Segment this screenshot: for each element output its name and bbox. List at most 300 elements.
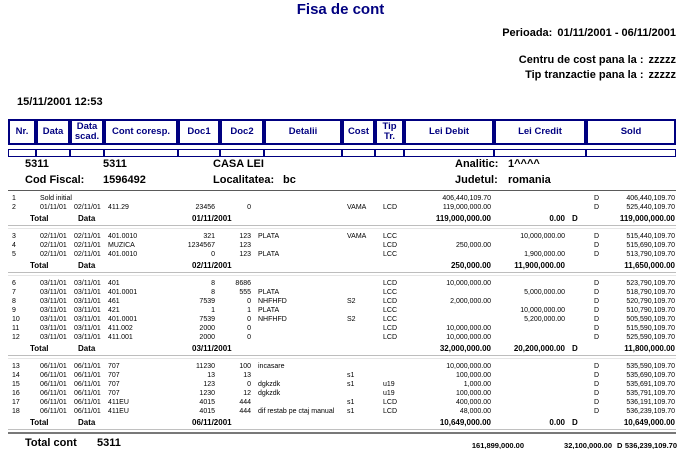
total-date-row [0, 342, 681, 354]
transaction-type-value: zzzzz [648, 69, 676, 81]
table-row [0, 380, 681, 389]
cell-doc2: 12 [243, 390, 251, 397]
table-row [0, 241, 681, 250]
cell-data: 03/11/01 [40, 307, 67, 314]
cell-credit: 1,900,000.00 [524, 251, 565, 258]
cell-data: 02/11/01 [40, 242, 67, 249]
table-row [0, 288, 681, 297]
cell-data: 03/11/01 [40, 316, 67, 323]
column-header-detalii: Detalii [264, 119, 342, 145]
cell-data: 02/11/01 [40, 251, 67, 258]
header-spacer-cell-doc2 [220, 149, 264, 157]
cell-flag: D [594, 251, 600, 258]
cell-doc2: 555 [239, 289, 251, 296]
column-header-nr: Nr. [8, 119, 36, 145]
grand-total-account: 5311 [97, 437, 121, 449]
cell-doc1: 23456 [195, 204, 215, 211]
cell-tip: LCD [383, 334, 398, 341]
transaction-type-label: Tip tranzactie pana la : [525, 69, 644, 81]
total-sold: 11,800,000.00 [624, 344, 675, 353]
cell-doc2: 0 [247, 334, 251, 341]
cell-debit: 100,000.00 [455, 372, 491, 379]
group-divider [8, 272, 676, 276]
table-row [0, 279, 681, 288]
header-spacer-cell-lei-debit [404, 149, 494, 157]
table-header-row [0, 119, 681, 145]
cell-tip: u19 [383, 390, 395, 397]
cell-tip: LCC [383, 233, 398, 240]
cell-scad: 03/11/01 [74, 289, 101, 296]
cell-data: 03/11/01 [40, 334, 67, 341]
total-credit-flag: D [572, 418, 578, 427]
cell-detalii: dif restab pe ctaj manual [258, 408, 335, 415]
cell-data: 06/11/01 [40, 399, 67, 406]
cell-debit: 48,000.00 [459, 408, 491, 415]
total-date: 01/11/2001 [192, 214, 232, 223]
cell-debit: 2,000,000.00 [450, 298, 491, 305]
cell-sold: 536,191,109.70 [626, 399, 675, 406]
cell-doc1: 7539 [199, 316, 215, 323]
cell-data: 06/11/01 [40, 372, 67, 379]
header-spacer-cell-detalii [264, 149, 342, 157]
cell-debit: 10,000,000.00 [446, 325, 491, 332]
cell-detalii: PLATA [258, 289, 280, 296]
column-header-data: Data [36, 119, 70, 145]
total-data-label: Data [78, 418, 96, 427]
cell-flag: D [594, 289, 600, 296]
table-row [0, 194, 681, 203]
cell-nr: 3 [12, 233, 16, 240]
cell-sold: 536,239,109.70 [626, 408, 675, 415]
table-row [0, 389, 681, 398]
cell-scad: 06/11/01 [74, 390, 101, 397]
cell-cont: 411EU [108, 408, 129, 415]
cell-tip: LCC [383, 316, 398, 323]
cell-debit: 406,440,109.70 [442, 195, 491, 202]
group-divider [8, 355, 676, 359]
cell-debit: 10,000,000.00 [446, 280, 491, 287]
cell-tip: LCD [383, 399, 398, 406]
cell-cont: 707 [108, 390, 120, 397]
total-debit: 32,000,000.00 [439, 344, 491, 353]
cell-tip: LCC [383, 307, 398, 314]
cell-sold: 525,440,109.70 [626, 204, 675, 211]
total-credit-flag: D [572, 344, 578, 353]
cell-cont: 401 [108, 280, 120, 287]
cell-flag: D [594, 363, 600, 370]
cell-scad: 03/11/01 [74, 298, 101, 305]
column-header-data-scad: Data scad. [70, 119, 104, 145]
cell-cont: 401.0001 [108, 289, 138, 296]
cell-credit: 5,200,000.00 [524, 316, 565, 323]
account-name: CASA LEI [213, 158, 264, 170]
cell-sold: 535,590,109.70 [626, 363, 675, 370]
cell-detalii: dgkzdk [258, 390, 281, 397]
cell-doc2: 0 [247, 298, 251, 305]
cell-tip: u19 [383, 381, 395, 388]
cell-nr: 18 [12, 408, 20, 415]
cell-flag: D [594, 242, 600, 249]
table-row [0, 232, 681, 241]
locality-value: bc [283, 174, 296, 186]
table-row [0, 398, 681, 407]
cell-doc2: 1 [247, 307, 251, 314]
header-spacer-cell-lei-credit [494, 149, 586, 157]
cell-sold: 515,440,109.70 [626, 233, 675, 240]
cell-doc2: 0 [247, 381, 251, 388]
total-date: 03/11/2001 [192, 344, 232, 353]
cell-sold: 535,791,109.70 [626, 390, 675, 397]
cell-scad: 03/11/01 [74, 325, 101, 332]
cell-flag: D [594, 195, 600, 202]
column-header-doc1: Doc1 [178, 119, 220, 145]
total-date-row [0, 212, 681, 224]
cell-cont: 707 [108, 363, 120, 370]
total-credit: 20,200,000.00 [513, 344, 565, 353]
cell-scad: 03/11/01 [74, 307, 101, 314]
cell-credit: 10,000,000.00 [520, 307, 565, 314]
cell-tip: LCD [383, 204, 398, 211]
cell-cost: S2 [347, 298, 356, 305]
analitic-label: Analitic: [455, 158, 499, 170]
cell-debit: 119,000,000.00 [442, 204, 491, 211]
cell-flag: D [594, 390, 600, 397]
column-header-cost: Cost [342, 119, 375, 145]
total-credit: 0.00 [549, 418, 565, 427]
cell-sold: 518,790,109.70 [626, 289, 675, 296]
table-header-spacer-row [0, 149, 681, 157]
cell-debit: 10,000,000.00 [446, 334, 491, 341]
cell-nr: 15 [12, 381, 20, 388]
cell-doc2: 0 [247, 325, 251, 332]
table-row [0, 407, 681, 416]
total-credit: 0.00 [549, 214, 565, 223]
cell-flag: D [594, 372, 600, 379]
cell-data: 03/11/01 [40, 280, 67, 287]
cell-cost: VAMA [347, 233, 367, 240]
cell-debit: 100,000.00 [455, 390, 491, 397]
cell-flag: D [594, 399, 600, 406]
fiscal-code-label: Cod Fiscal: [25, 174, 85, 186]
header-spacer-cell-doc1 [178, 149, 220, 157]
cell-doc1: 4015 [199, 408, 215, 415]
cell-cont: 401.0010 [108, 233, 138, 240]
analitic-value: 1^^^^ [508, 158, 540, 170]
account-code: 5311 [25, 158, 49, 170]
cell-scad: 02/11/01 [74, 242, 101, 249]
cell-detalii: NHFHFD [258, 316, 287, 323]
cell-cont: 401.0001 [108, 316, 138, 323]
total-label: Total [30, 344, 49, 353]
header-spacer-cell-sold [586, 149, 676, 157]
cell-data: Sold initial [40, 195, 72, 202]
cell-scad: 06/11/01 [74, 381, 101, 388]
cell-data: 01/11/01 [40, 204, 67, 211]
cell-data: 03/11/01 [40, 289, 67, 296]
cell-sold: 510,790,109.70 [626, 307, 675, 314]
total-date: 02/11/2001 [192, 261, 232, 270]
cell-doc2: 13 [243, 372, 251, 379]
cell-data: 06/11/01 [40, 408, 67, 415]
cell-doc1: 13 [207, 372, 215, 379]
total-data-label: Data [78, 261, 96, 270]
cell-cont: 707 [108, 372, 120, 379]
account-synthetic: 5311 [103, 158, 127, 170]
cell-sold: 505,590,109.70 [626, 316, 675, 323]
locality-label: Localitatea: [213, 174, 275, 186]
cell-doc2: 444 [239, 408, 251, 415]
table-row [0, 250, 681, 259]
cell-debit: 400,000.00 [455, 399, 491, 406]
cell-tip: LCD [383, 408, 398, 415]
column-header-cont-coresp: Cont coresp. [104, 119, 178, 145]
cell-cont: 411.001 [108, 334, 133, 341]
cell-debit: 10,000,000.00 [446, 363, 491, 370]
cell-scad: 02/11/01 [74, 233, 101, 240]
cell-nr: 12 [12, 334, 20, 341]
cell-detalii: PLATA [258, 233, 280, 240]
cell-cost: s1 [347, 408, 355, 415]
page-title: Fisa de cont [296, 1, 385, 18]
cell-doc1: 0 [211, 251, 215, 258]
cell-debit: 1,000.00 [463, 381, 491, 388]
column-header-doc2: Doc2 [220, 119, 264, 145]
cell-nr: 4 [12, 242, 16, 249]
cell-doc1: 11230 [196, 363, 215, 370]
cell-flag: D [594, 408, 600, 415]
cell-nr: 5 [12, 251, 16, 258]
cell-tip: LCD [383, 325, 398, 332]
cell-cost: VAMA [347, 204, 367, 211]
header-spacer-cell-data-scad [70, 149, 104, 157]
total-data-label: Data [78, 344, 96, 353]
cell-sold: 520,790,109.70 [626, 298, 675, 305]
cell-doc2: 0 [247, 204, 251, 211]
table-row [0, 315, 681, 324]
total-debit: 250,000.00 [450, 261, 491, 270]
table-row [0, 324, 681, 333]
cell-sold: 406,440,109.70 [626, 195, 675, 202]
group-divider [8, 225, 676, 229]
cell-cost: s1 [347, 399, 355, 406]
cell-sold: 525,590,109.70 [626, 334, 675, 341]
cell-sold: 535,691,109.70 [626, 381, 675, 388]
cell-doc1: 1 [211, 307, 215, 314]
cell-tip: LCD [383, 280, 398, 287]
cell-doc2: 123 [239, 242, 251, 249]
cell-detalii: NHFHFD [258, 298, 287, 305]
cell-doc2: 123 [239, 251, 251, 258]
cell-flag: D [594, 316, 600, 323]
cell-sold: 515,590,109.70 [626, 325, 675, 332]
cell-debit: 250,000.00 [455, 242, 491, 249]
cell-flag: D [594, 298, 600, 305]
cell-nr: 1 [12, 195, 16, 202]
cell-tip: LCC [383, 289, 398, 296]
cell-data: 03/11/01 [40, 298, 67, 305]
cell-data: 06/11/01 [40, 381, 67, 388]
cell-doc2: 0 [247, 316, 251, 323]
total-label: Total [30, 214, 49, 223]
column-header-sold: Sold [586, 119, 676, 145]
grand-total-credit: 32,100,000.00 [564, 441, 612, 449]
cell-tip: LCD [383, 242, 398, 249]
cell-scad: 06/11/01 [74, 363, 101, 370]
cell-doc1: 8 [211, 280, 215, 287]
total-date-row [0, 259, 681, 271]
table-row [0, 306, 681, 315]
grand-total-row [0, 436, 681, 449]
grand-total-sold: 536,239,109.70 [624, 441, 677, 449]
cell-cont: 707 [108, 381, 120, 388]
cell-cost: S2 [347, 316, 356, 323]
cell-data: 03/11/01 [40, 325, 67, 332]
cell-flag: D [594, 204, 600, 211]
cell-detalii: dgkzdk [258, 381, 281, 388]
period-value: 01/11/2001 - 06/11/2001 [557, 27, 676, 39]
cell-scad: 03/11/01 [74, 280, 101, 287]
cell-cont: 411EU [108, 399, 129, 406]
cell-nr: 13 [12, 363, 20, 370]
cell-doc1: 2000 [199, 334, 215, 341]
cell-doc1: 7539 [199, 298, 215, 305]
cell-doc2: 123 [239, 233, 251, 240]
cell-scad: 03/11/01 [74, 316, 101, 323]
cell-cont: MUZICA [108, 242, 135, 249]
cell-flag: D [594, 280, 600, 287]
cell-nr: 10 [12, 316, 20, 323]
total-credit: 11,900,000.00 [514, 261, 565, 270]
cell-nr: 11 [12, 325, 20, 332]
cell-cont: 461 [108, 298, 120, 305]
cell-nr: 2 [12, 204, 16, 211]
cell-tip: LCC [383, 251, 398, 258]
cost-center-filter [519, 54, 676, 66]
table-body [0, 194, 681, 449]
header-spacer-cell-nr [8, 149, 36, 157]
column-header-lei-credit: Lei Credit [494, 119, 586, 145]
total-debit: 119,000,000.00 [435, 214, 491, 223]
column-header-lei-debit: Lei Debit [404, 119, 494, 145]
cell-doc2: 100 [239, 363, 251, 370]
cell-detalii: PLATA [258, 251, 280, 258]
cell-doc1: 1230 [199, 390, 215, 397]
cell-cont: 401.0010 [108, 251, 138, 258]
grand-total-label: Total cont [25, 437, 77, 449]
cell-sold: 535,690,109.70 [626, 372, 675, 379]
cell-credit: 10,000,000.00 [520, 233, 565, 240]
total-sold: 119,000,000.00 [619, 214, 675, 223]
grand-total-credit-flag: D [617, 441, 623, 449]
report-period [502, 27, 676, 39]
cell-credit: 5,000,000.00 [524, 289, 565, 296]
table-row [0, 362, 681, 371]
cell-nr: 17 [12, 399, 20, 406]
total-debit: 10,649,000.00 [439, 418, 491, 427]
cell-doc1: 1234567 [187, 242, 215, 249]
grand-total-divider [8, 429, 676, 434]
header-spacer-cell-cont-coresp [104, 149, 178, 157]
cell-cost: s1 [347, 372, 355, 379]
cell-doc1: 2000 [199, 325, 215, 332]
total-sold: 10,649,000.00 [623, 418, 675, 427]
cell-cont: 421 [108, 307, 120, 314]
cell-nr: 16 [12, 390, 20, 397]
cell-scad: 02/11/01 [74, 251, 101, 258]
grand-total-debit: 161,899,000.00 [471, 441, 524, 449]
header-spacer-cell-cost [342, 149, 375, 157]
table-row [0, 333, 681, 342]
cell-cost: s1 [347, 381, 355, 388]
period-label: Perioada: [502, 27, 553, 39]
cell-nr: 9 [12, 307, 16, 314]
cell-data: 02/11/01 [40, 233, 67, 240]
column-header-tip-tr: Tip Tr. [375, 119, 404, 145]
header-spacer-cell-data [36, 149, 70, 157]
cell-scad: 06/11/01 [74, 372, 101, 379]
total-date: 06/11/2001 [192, 418, 232, 427]
table-row [0, 371, 681, 380]
cell-scad: 06/11/01 [74, 399, 101, 406]
cell-cont: 411.29 [108, 204, 129, 211]
cell-nr: 14 [12, 372, 20, 379]
total-data-label: Data [78, 214, 96, 223]
county-label: Judetul: [455, 174, 498, 186]
cost-center-value: zzzzz [648, 54, 676, 66]
cell-doc1: 321 [203, 233, 215, 240]
cell-flag: D [594, 334, 600, 341]
total-credit-flag: D [572, 214, 578, 223]
account-divider-line [8, 190, 676, 191]
cell-data: 06/11/01 [40, 363, 67, 370]
cell-sold: 515,690,109.70 [626, 242, 675, 249]
cell-doc1: 8 [211, 289, 215, 296]
total-date-row [0, 416, 681, 428]
cell-flag: D [594, 325, 600, 332]
total-sold: 11,650,000.00 [624, 261, 675, 270]
cell-scad: 03/11/01 [74, 334, 101, 341]
cell-doc1: 123 [203, 381, 215, 388]
report-timestamp: 15/11/2001 12:53 [17, 96, 103, 108]
cell-scad: 06/11/01 [74, 408, 101, 415]
cell-doc2: 8686 [235, 280, 251, 287]
county-value: romania [508, 174, 551, 186]
total-label: Total [30, 261, 49, 270]
fiscal-code-value: 1596492 [103, 174, 146, 186]
cell-flag: D [594, 381, 600, 388]
cell-nr: 7 [12, 289, 16, 296]
transaction-type-filter [525, 69, 676, 81]
total-label: Total [30, 418, 49, 427]
cell-detalii: PLATA [258, 307, 280, 314]
cell-flag: D [594, 307, 600, 314]
cell-doc2: 444 [239, 399, 251, 406]
cell-scad: 02/11/01 [74, 204, 101, 211]
cell-nr: 8 [12, 298, 16, 305]
cost-center-label: Centru de cost pana la : [518, 54, 644, 66]
cell-data: 06/11/01 [40, 390, 67, 397]
cell-doc1: 4015 [199, 399, 215, 406]
cell-tip: LCD [383, 298, 398, 305]
table-row [0, 203, 681, 212]
cell-detalii: incasare [258, 363, 285, 370]
cell-nr: 6 [12, 280, 16, 287]
header-spacer-cell-tip-tr [375, 149, 404, 157]
cell-flag: D [594, 233, 600, 240]
cell-sold: 523,790,109.70 [626, 280, 675, 287]
cell-sold: 513,790,109.70 [626, 251, 675, 258]
transaction-groups [0, 194, 681, 428]
